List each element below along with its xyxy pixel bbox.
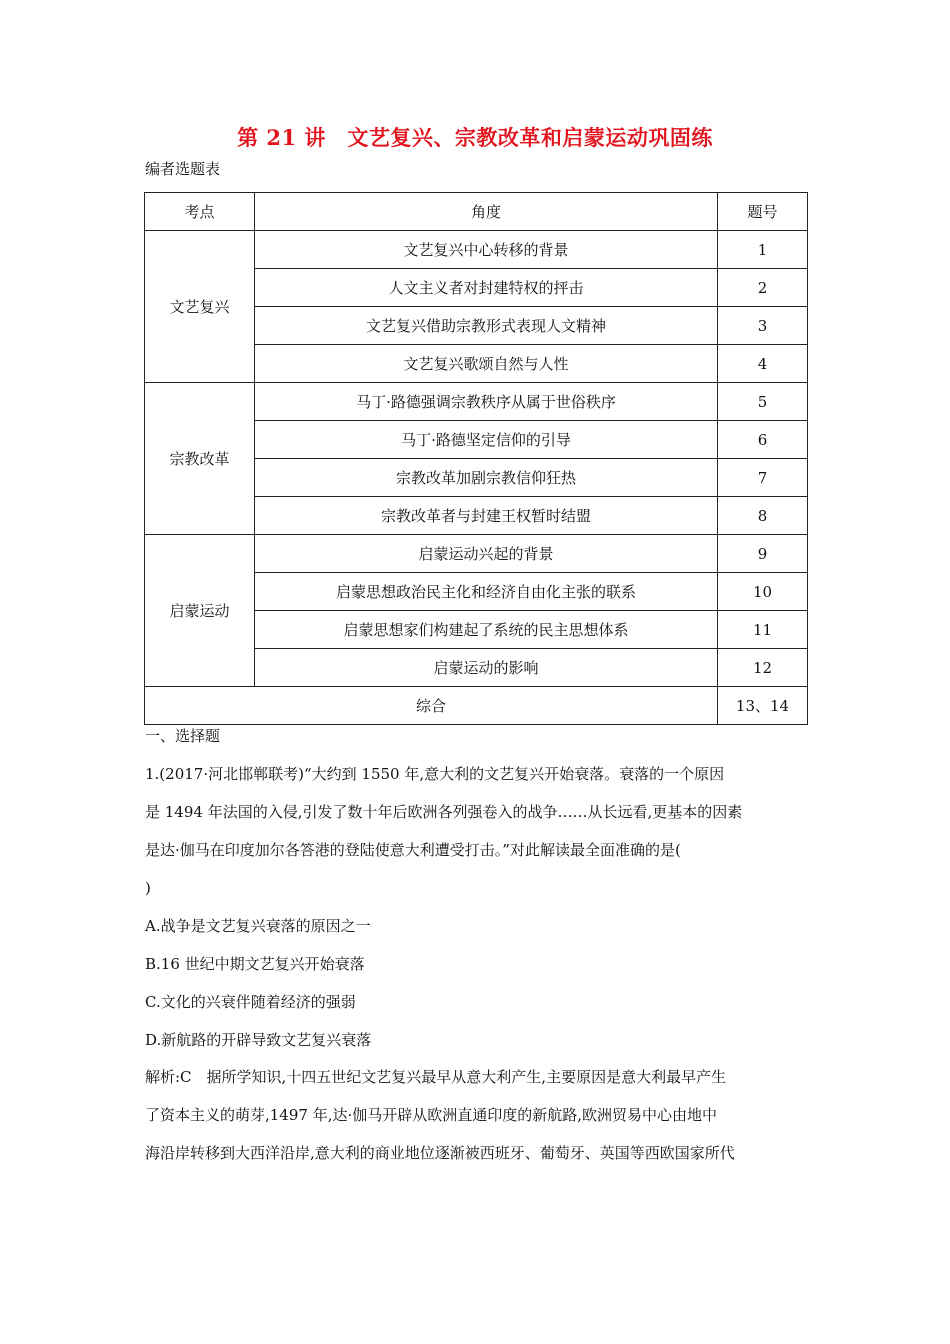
number-cell: 10 <box>718 573 808 611</box>
question-line: ) <box>145 879 151 897</box>
number-cell: 11 <box>718 611 808 649</box>
page-title: 第 21 讲 文艺复兴、宗教改革和启蒙运动巩固练 <box>237 125 713 150</box>
table-caption: 编者选题表 <box>145 160 221 178</box>
angle-cell: 启蒙运动的影响 <box>255 649 718 687</box>
option-a: A.战争是文艺复兴衰落的原因之一 <box>145 917 371 935</box>
number-cell: 7 <box>718 459 808 497</box>
header-angle: 角度 <box>255 193 718 231</box>
topic-cell: 启蒙运动 <box>145 535 255 687</box>
topic-cell: 宗教改革 <box>145 383 255 535</box>
table-row <box>145 383 808 421</box>
number-cell: 9 <box>718 535 808 573</box>
number-cell: 5 <box>718 383 808 421</box>
analysis-block <box>145 1058 810 1172</box>
option-b: B.16 世纪中期文艺复兴开始衰落 <box>145 955 365 973</box>
table-row <box>145 535 808 573</box>
number-cell: 12 <box>718 649 808 687</box>
summary-label: 综合 <box>145 687 718 725</box>
question-line: 是达·伽马在印度加尔各答港的登陆使意大利遭受打击。”对此解读最全面准确的是( <box>145 841 681 859</box>
angle-cell: 启蒙思想政治民主化和经济自由化主张的联系 <box>255 573 718 611</box>
angle-cell: 马丁·路德坚定信仰的引导 <box>255 421 718 459</box>
angle-cell: 启蒙运动兴起的背景 <box>255 535 718 573</box>
table-header-row <box>145 193 808 231</box>
angle-cell: 文艺复兴歌颂自然与人性 <box>255 345 718 383</box>
option-c: C.文化的兴衰伴随着经济的强弱 <box>145 993 356 1011</box>
angle-cell: 马丁·路德强调宗教秩序从属于世俗秩序 <box>255 383 718 421</box>
number-cell: 2 <box>718 269 808 307</box>
number-cell: 3 <box>718 307 808 345</box>
angle-cell: 文艺复兴中心转移的背景 <box>255 231 718 269</box>
header-number: 题号 <box>718 193 808 231</box>
angle-cell: 启蒙思想家们构建起了系统的民主思想体系 <box>255 611 718 649</box>
number-cell: 1 <box>718 231 808 269</box>
question-block <box>145 717 810 1059</box>
angle-cell: 文艺复兴借助宗教形式表现人文精神 <box>255 307 718 345</box>
number-cell: 6 <box>718 421 808 459</box>
section-heading: 一、选择题 <box>145 727 221 745</box>
angle-cell: 人文主义者对封建特权的抨击 <box>255 269 718 307</box>
question-line: 是 1494 年法国的入侵,引发了数十年后欧洲各列强卷入的战争……从长远看,更基本的因素 <box>145 803 743 821</box>
analysis-line: 了资本主义的萌芽,1497 年,达·伽马开辟从欧洲直通印度的新航路,欧洲贸易中心由地中 <box>145 1106 718 1124</box>
topic-cell: 文艺复兴 <box>145 231 255 383</box>
summary-number: 13、14 <box>718 687 808 725</box>
number-cell: 8 <box>718 497 808 535</box>
table-row <box>145 231 808 269</box>
topic-selection-table <box>144 192 808 725</box>
angle-cell: 宗教改革加剧宗教信仰狂热 <box>255 459 718 497</box>
angle-cell: 宗教改革者与封建王权暂时结盟 <box>255 497 718 535</box>
analysis-line: 解析:C 据所学知识,十四五世纪文艺复兴最早从意大利产生,主要原因是意大利最早产生 <box>145 1068 727 1086</box>
option-d: D.新航路的开辟导致文艺复兴衰落 <box>145 1031 372 1049</box>
number-cell: 4 <box>718 345 808 383</box>
question-line: 1.(2017·河北邯郸联考)“大约到 1550 年,意大利的文艺复兴开始衰落。衰落的一个原因 <box>145 765 725 783</box>
analysis-line: 海沿岸转移到大西洋沿岸,意大利的商业地位逐渐被西班牙、葡萄牙、英国等西欧国家所代 <box>145 1144 735 1162</box>
header-topic: 考点 <box>145 193 255 231</box>
